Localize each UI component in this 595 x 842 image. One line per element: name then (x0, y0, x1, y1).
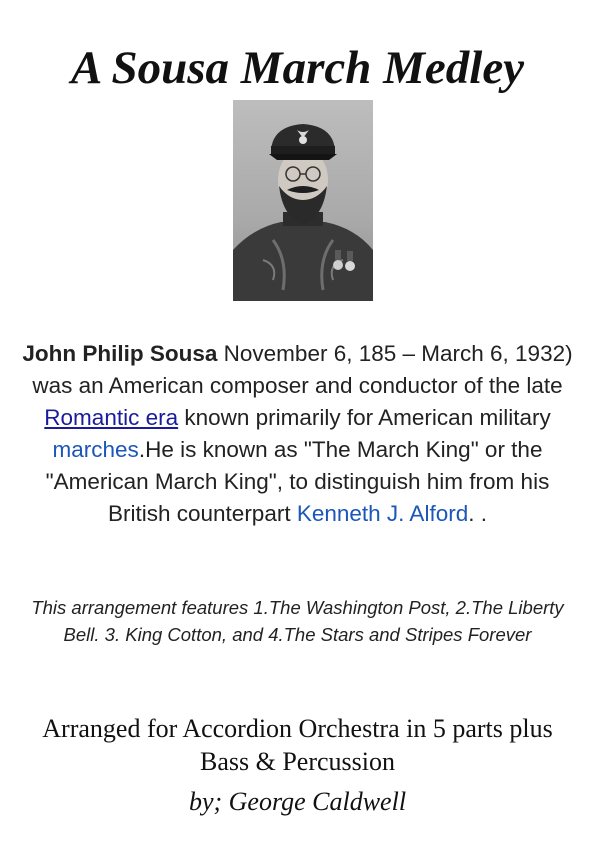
bio-text-2: known primarily for American military (178, 405, 551, 430)
arranger-byline: by; George Caldwell (188, 787, 407, 816)
bio-text-4: . . (468, 501, 487, 526)
bio-text-1: November 6, 185 – March 6, 1932) was an American composer and conductor of the late (32, 341, 573, 398)
biography-paragraph (20, 338, 575, 530)
portrait-photo (233, 100, 373, 301)
bio-name: John Philip Sousa (22, 341, 218, 366)
marches-link[interactable]: marches (52, 437, 139, 462)
arrangement-features: This arrangement features 1.The Washington Post, 2.The Liberty Bell. 3. King Cotton, and 4.The Stars and Stripes Forever (31, 597, 564, 645)
portrait-illustration (233, 100, 373, 301)
page-title: A Sousa March Medley (70, 42, 525, 94)
kenneth-alford-link[interactable]: Kenneth J. Alford (296, 501, 469, 526)
bio-text-3: .He is known as "The March King" or the "American March King", to distinguish him from his British counterpart (45, 437, 550, 526)
arrangement-note: Arranged for Accordion Orchestra in 5 parts plus Bass & Percussion (42, 714, 553, 776)
romantic-era-link[interactable]: Romantic era (44, 405, 179, 430)
